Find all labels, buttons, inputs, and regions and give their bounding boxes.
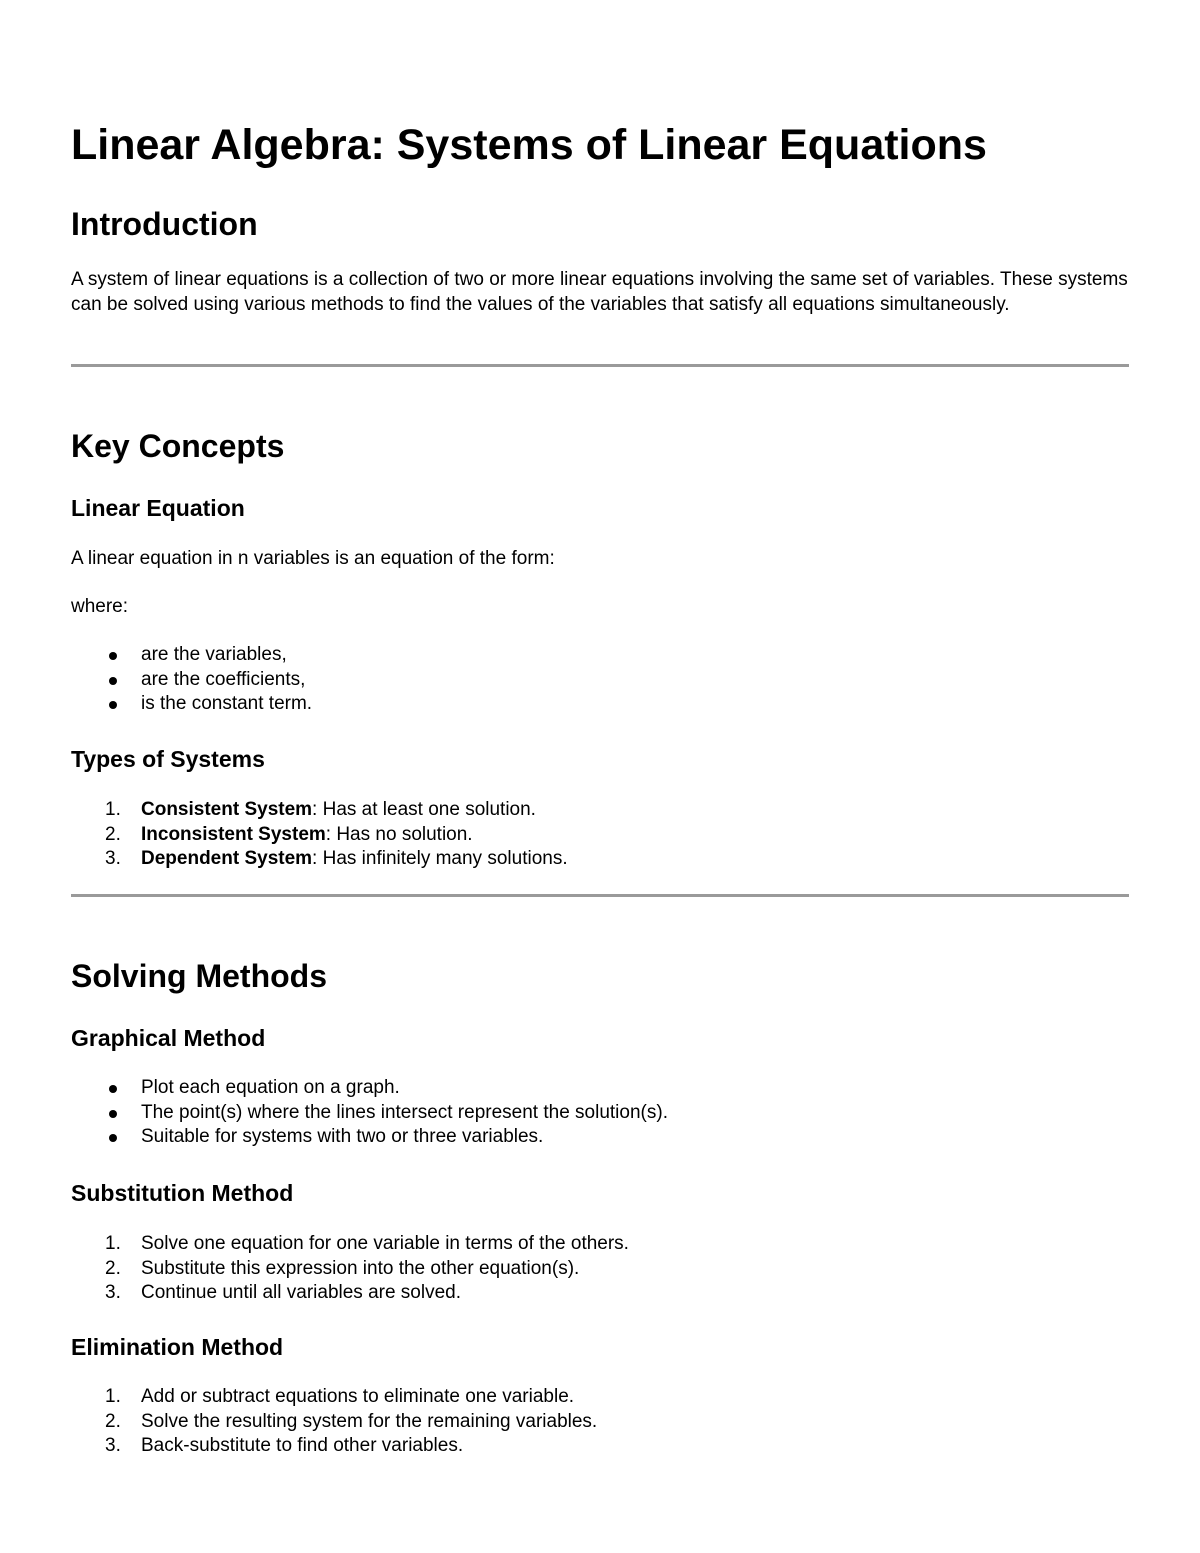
- list-item: Suitable for systems with two or three variables.: [71, 1125, 668, 1150]
- list-item: is the constant term.: [71, 692, 312, 717]
- list-item: are the variables,: [71, 643, 312, 668]
- list-item: Plot each equation on a graph.: [71, 1076, 668, 1101]
- elimination-method-heading: Elimination Method: [71, 1334, 284, 1360]
- linear-equation-list: [71, 643, 312, 717]
- list-item: 1. Solve one equation for one variable in terms of the others.: [105, 1233, 629, 1254]
- section-divider: [71, 364, 1129, 367]
- list-item: 2. Substitute this expression into the other equation(s).: [105, 1257, 580, 1279]
- term-label: Dependent System: [141, 848, 313, 869]
- graphical-method-heading: Graphical Method: [71, 1025, 266, 1051]
- bullet-icon: [109, 1134, 117, 1142]
- bullet-icon: [109, 652, 117, 660]
- substitution-method-heading: Substitution Method: [71, 1180, 294, 1206]
- list-item: 1. Consistent System: Has at least one solution.: [105, 799, 536, 820]
- term-label: Inconsistent System: [141, 823, 326, 845]
- where-label: where:: [71, 596, 129, 617]
- section-divider: [71, 894, 1129, 897]
- types-of-systems-list: [71, 798, 568, 872]
- key-concepts-heading: Key Concepts: [71, 428, 285, 464]
- list-item: 3. Back-substitute to find other variables.: [105, 1435, 464, 1456]
- graphical-method-list: [71, 1076, 668, 1150]
- types-of-systems-heading: Types of Systems: [71, 746, 265, 772]
- substitution-method-list: [71, 1232, 629, 1306]
- linear-equation-heading: Linear Equation: [71, 495, 245, 521]
- elimination-method-list: [71, 1385, 597, 1459]
- list-item: 2. Inconsistent System: Has no solution.: [105, 823, 473, 845]
- list-item: are the coefficients,: [71, 668, 312, 693]
- list-item: 2. Solve the resulting system for the remaining variables.: [105, 1410, 598, 1432]
- introduction-paragraph: A system of linear equations is a collection of two or more linear equations involving the same set of variables. These systems can be solved using various methods to find the values of the variables that satisfy all equations simultaneously.: [71, 269, 1128, 315]
- introduction-heading: Introduction: [71, 206, 258, 242]
- page-title: Linear Algebra: Systems of Linear Equations: [71, 121, 987, 169]
- list-item: 1. Add or subtract equations to eliminate one variable.: [105, 1386, 575, 1407]
- bullet-icon: [109, 1085, 117, 1093]
- bullet-icon: [109, 701, 117, 709]
- linear-equation-paragraph: A linear equation in n variables is an equation of the form:: [71, 548, 555, 569]
- solving-methods-heading: Solving Methods: [71, 958, 327, 994]
- term-label: Consistent System: [141, 799, 313, 820]
- bullet-icon: [109, 677, 117, 685]
- list-item: 3. Continue until all variables are solved.: [105, 1282, 462, 1303]
- list-item: 3. Dependent System: Has infinitely many solutions.: [105, 848, 568, 869]
- bullet-icon: [109, 1110, 117, 1118]
- list-item: The point(s) where the lines intersect represent the solution(s).: [71, 1101, 668, 1126]
